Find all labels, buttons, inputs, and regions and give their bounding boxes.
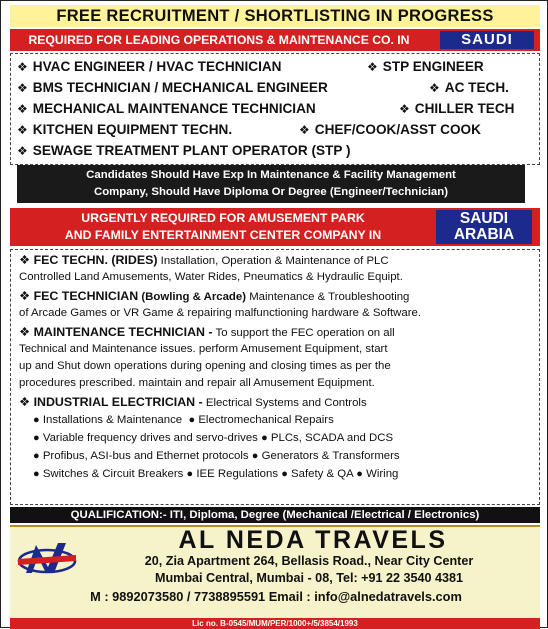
- skills-row: [33, 466, 548, 482]
- amusement-heading: [18, 210, 428, 244]
- job-title: STP ENGINEER: [382, 59, 484, 74]
- dot-bullet-icon: ●: [186, 468, 194, 480]
- job-title: MECHANICAL MAINTENANCE TECHNICIAN: [32, 101, 316, 116]
- license-number: Lic no. B-0545/MUM/PER/1000+/5/3854/1993: [192, 619, 358, 628]
- amusement-park-banner: [10, 208, 540, 246]
- country-badge-saudi: SAUDI: [440, 31, 534, 49]
- agency-contact: M : 9892073580 / 7738895591 Email : info@alnedatravels.com: [90, 589, 462, 604]
- dot-bullet-icon: ●: [188, 414, 196, 426]
- dot-bullet-icon: ●: [33, 450, 40, 462]
- job-description: To support the FEC operation on all: [215, 327, 395, 339]
- requirements-box: [17, 165, 525, 203]
- qualification-bar: [10, 507, 540, 523]
- skills-row: [33, 412, 548, 428]
- job-description-line: up and Shut down operations during opening and closing times as per the: [19, 360, 391, 372]
- agency-footer: [10, 525, 540, 619]
- job-title: CHILLER TECH: [414, 101, 515, 116]
- amusement-heading-line: AND FAMILY ENTERTAINMENT CENTER COMPANY IN: [64, 228, 382, 242]
- arrow-bullet-icon: ❖: [19, 289, 34, 303]
- dot-bullet-icon: ●: [33, 432, 40, 444]
- job-title: HVAC ENGINEER / HVAC TECHNICIAN: [32, 59, 282, 74]
- dot-bullet-icon: ●: [261, 432, 268, 444]
- job-description: Electrical Systems and Controls: [205, 397, 367, 409]
- skill-item: Safety & QA: [291, 468, 354, 480]
- star-bullet-icon: ❖: [367, 60, 378, 74]
- arrow-bullet-icon: ❖: [19, 395, 34, 409]
- required-for-banner: [10, 29, 540, 51]
- job-description-line: Controlled Land Amusements, Water Rides, Pneumatics & Hydraulic Equipt.: [19, 271, 403, 283]
- star-bullet-icon: ❖: [17, 81, 28, 95]
- required-for-text: REQUIRED FOR LEADING OPERATIONS & MAINTENANCE CO. IN: [28, 33, 410, 47]
- star-bullet-icon: ❖: [17, 102, 28, 116]
- dot-bullet-icon: ●: [251, 450, 259, 462]
- agency-address-line: Mumbai Central, Mumbai - 08, Tel: +91 22 3540 4381: [154, 571, 464, 585]
- agency-address-line: 20, Zia Apartment 264, Bellasis Road., Near City Center: [144, 554, 474, 568]
- job-title: MAINTENANCE TECHNICIAN -: [33, 325, 213, 339]
- amusement-heading-line: URGENTLY REQUIRED FOR AMUSEMENT PARK: [81, 211, 365, 225]
- job-description-line: of Arcade Games or VR Game & repairing malfunctioning hardware & Software.: [19, 307, 422, 319]
- headline-banner: [10, 5, 540, 27]
- job-list-section2: [10, 249, 540, 505]
- job-title: CHEF/COOK/ASST COOK: [314, 122, 481, 137]
- arrow-bullet-icon: ❖: [19, 253, 34, 267]
- star-bullet-icon: ❖: [429, 81, 440, 95]
- job-title: INDUSTRIAL ELECTRICIAN -: [33, 395, 203, 409]
- star-bullet-icon: ❖: [299, 123, 310, 137]
- job-entry: [19, 394, 534, 411]
- job-title: FEC TECHN. (RIDES): [33, 253, 158, 267]
- skill-item: Electromechanical Repairs: [198, 414, 334, 426]
- license-bar: [10, 618, 540, 629]
- skill-item: Generators & Transformers: [261, 450, 400, 462]
- dot-bullet-icon: ●: [33, 414, 40, 426]
- skill-item: Installations & Maintenance: [42, 414, 183, 426]
- skills-row: [33, 448, 548, 464]
- job-description-line: Technical and Maintenance issues. perform Amusement Equipment, start: [19, 343, 388, 355]
- requirements-line: Candidates Should Have Exp In Maintenance & Facility Management: [86, 169, 456, 181]
- job-entry: [19, 252, 534, 269]
- job-list-section1: [10, 53, 540, 165]
- job-title: AC TECH.: [444, 80, 509, 95]
- country-line: SAUDI: [459, 210, 509, 227]
- skill-item: IEE Regulations: [196, 468, 279, 480]
- agency-name: AL NEDA TRAVELS: [178, 526, 448, 554]
- star-bullet-icon: ❖: [17, 123, 28, 137]
- skills-row: [33, 430, 548, 446]
- star-bullet-icon: ❖: [17, 60, 28, 74]
- job-entry: [19, 324, 534, 341]
- country-line: ARABIA: [453, 226, 515, 243]
- job-description-line: procedures prescribed. maintain and repair all Amusement Equipment.: [19, 377, 375, 389]
- star-bullet-icon: ❖: [17, 144, 28, 158]
- job-title: FEC TECHNICIAN: [33, 289, 139, 303]
- qualification-text: QUALIFICATION:- ITI, Diploma, Degree (Mechanical /Electrical / Electronics): [70, 509, 480, 521]
- skill-item: PLCs, SCADA and DCS: [270, 432, 394, 444]
- skill-item: Variable frequency drives and servo-drives: [42, 432, 258, 444]
- job-title: KITCHEN EQUIPMENT TECHN.: [32, 122, 233, 137]
- requirements-line: Company, Should Have Diploma Or Degree (Engineer/Technician): [93, 186, 449, 198]
- job-title: BMS TECHNICIAN / MECHANICAL ENGINEER: [32, 80, 328, 95]
- job-description: Maintenance & Troubleshooting: [249, 291, 410, 303]
- dot-bullet-icon: ●: [356, 468, 363, 480]
- country-badge-saudi-arabia: [436, 210, 532, 244]
- skill-item: Wiring: [366, 468, 399, 480]
- star-bullet-icon: ❖: [399, 102, 410, 116]
- job-subtitle: (Bowling & Arcade): [141, 291, 247, 303]
- skill-item: Profibus, ASI-bus and Ethernet protocols: [42, 450, 249, 462]
- job-entry: [19, 288, 534, 305]
- job-description: Installation, Operation & Maintenance of PLC: [160, 255, 389, 267]
- dot-bullet-icon: ●: [281, 468, 288, 480]
- al-neda-logo-icon: [16, 537, 78, 581]
- arrow-bullet-icon: ❖: [19, 325, 34, 339]
- dot-bullet-icon: ●: [33, 468, 40, 480]
- headline-text: FREE RECRUITMENT / SHORTLISTING IN PROGRESS: [56, 7, 494, 25]
- skill-item: Switches & Circuit Breakers: [42, 468, 184, 480]
- job-title: SEWAGE TREATMENT PLANT OPERATOR (STP ): [32, 143, 351, 158]
